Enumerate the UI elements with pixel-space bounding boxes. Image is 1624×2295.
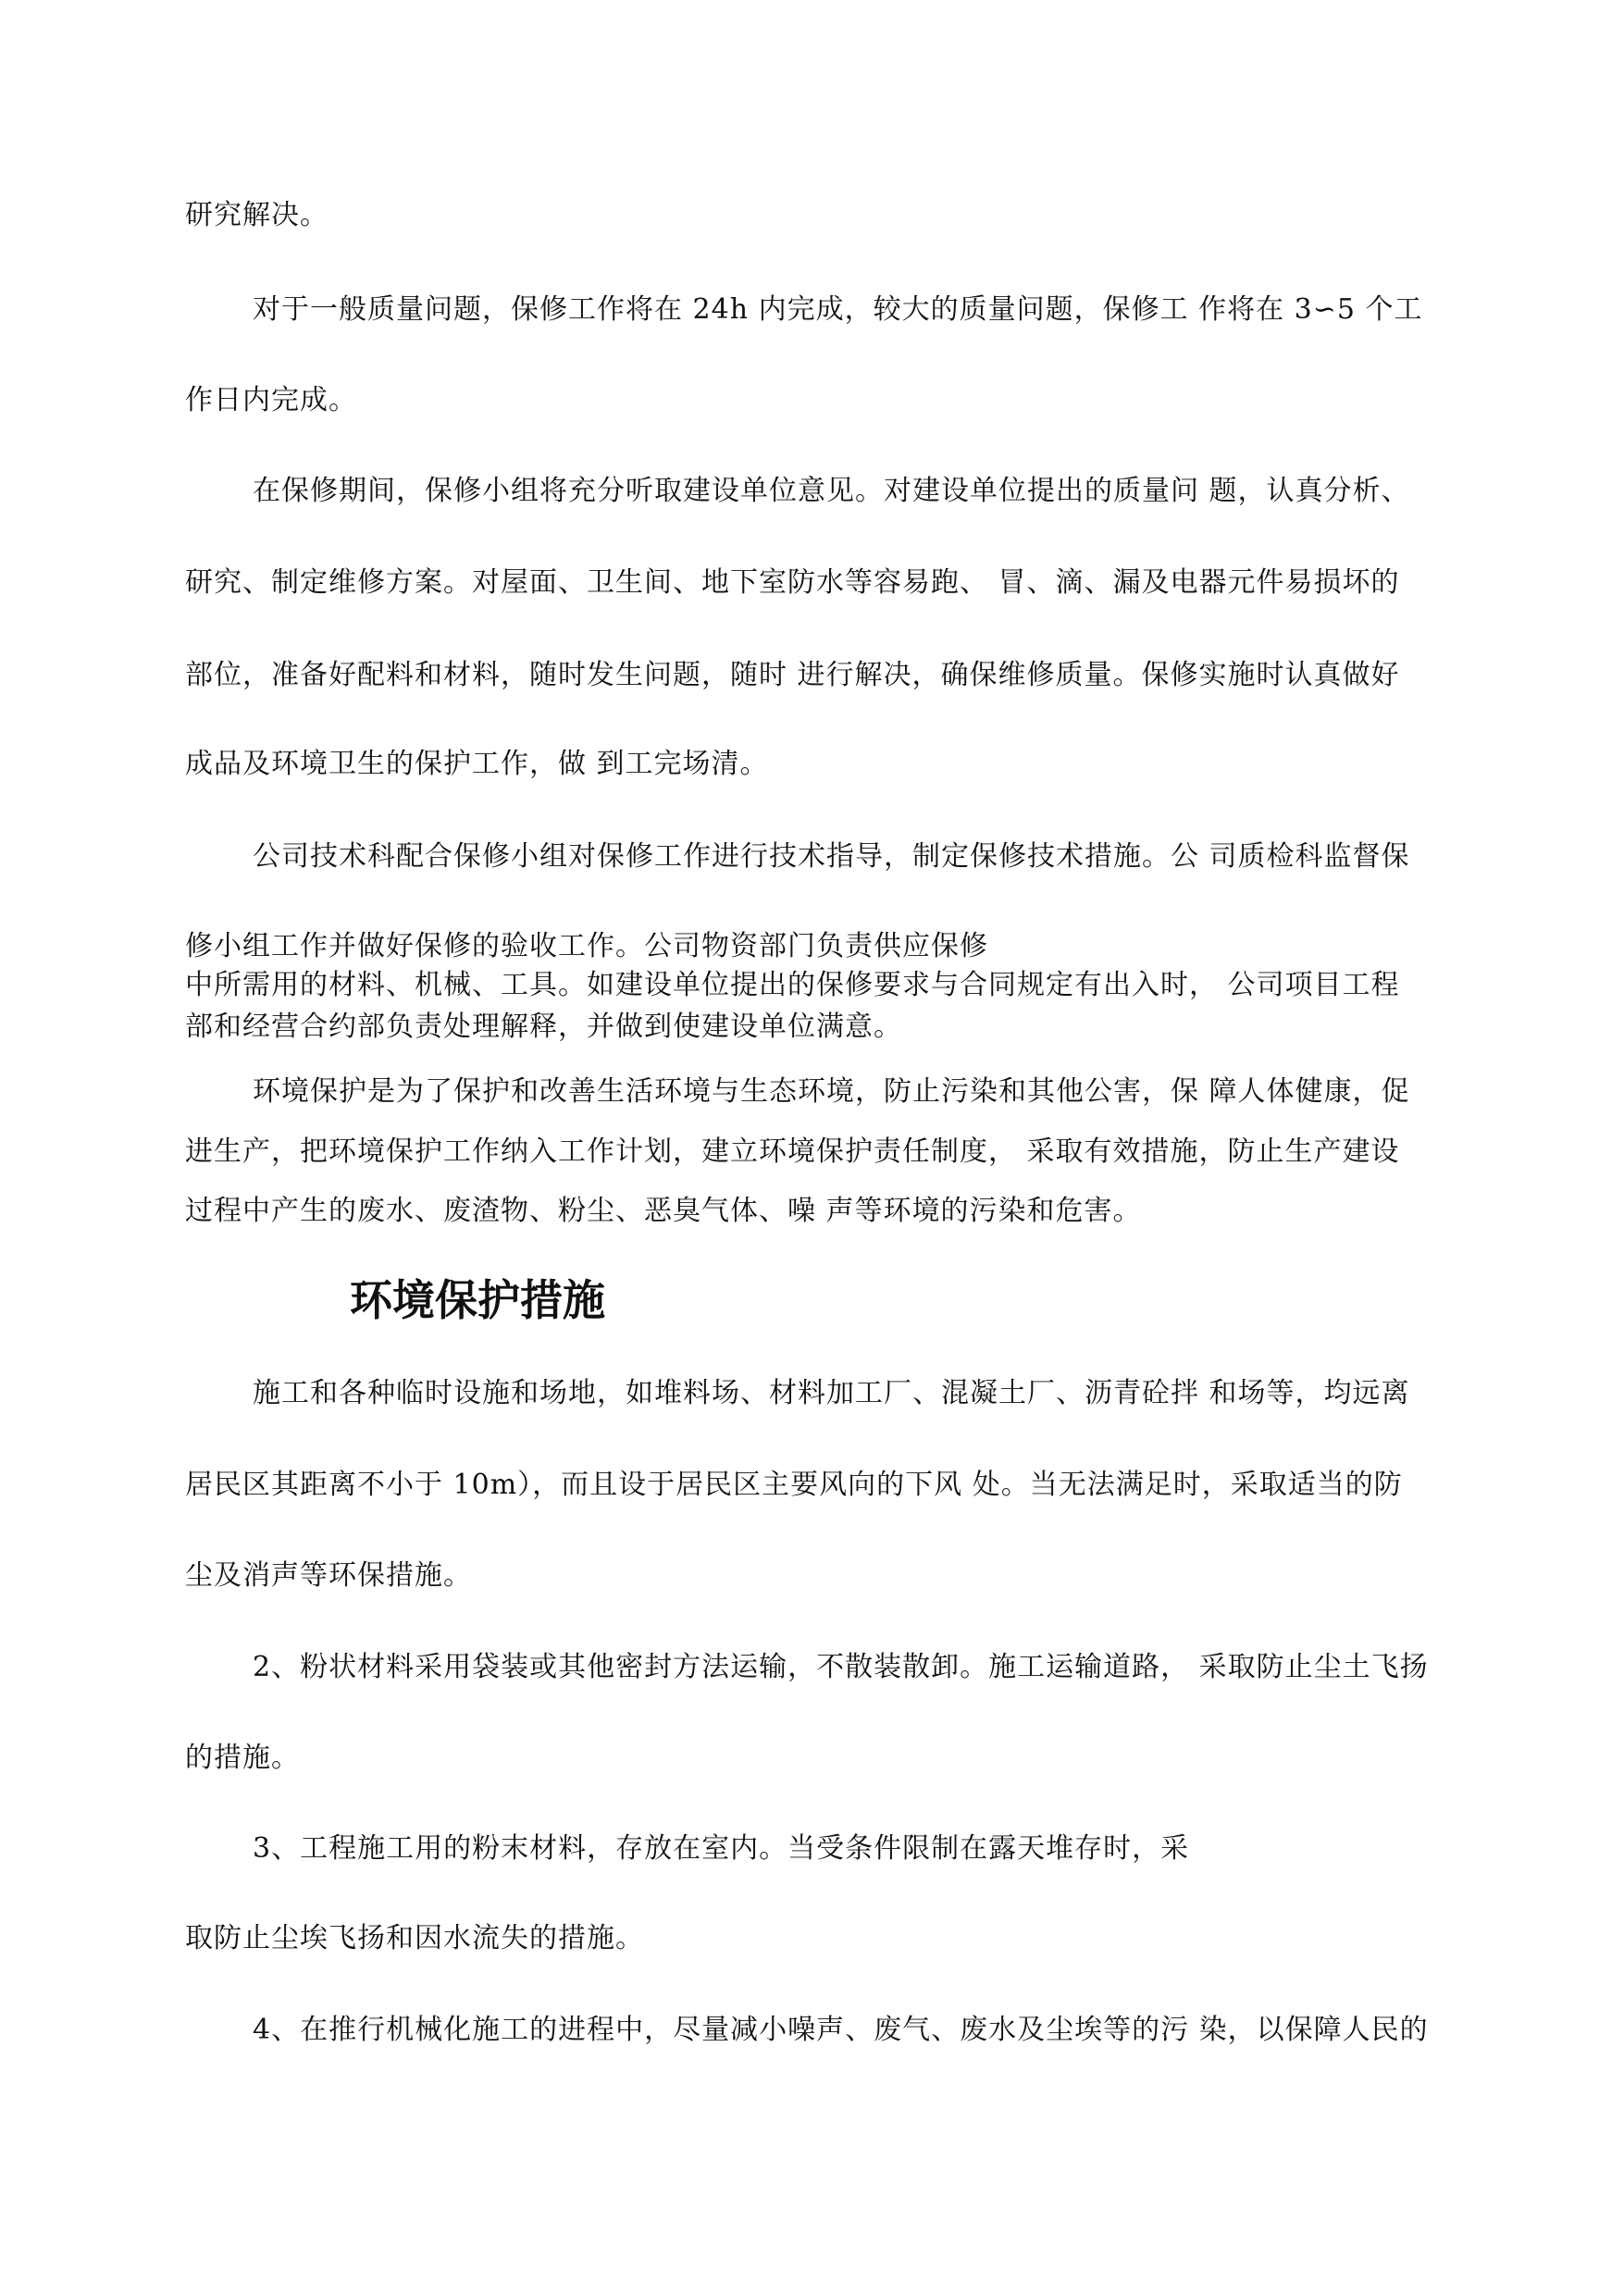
text-line-7: 成品及环境卫生的保护工作，做 到工完场清。 xyxy=(185,748,769,780)
text-line-9: 修小组工作并做好保修的验收工作。公司物资部门负责供应保修 xyxy=(185,930,988,962)
text-line-12: 环境保护是为了保护和改善生活环境与生态环境，防止污染和其他公害，保 障人体健康，促 xyxy=(253,1075,1410,1108)
text-line-19: 的措施。 xyxy=(185,1742,300,1774)
text-line-2: 对于一般质量问题，保修工作将在 24h 内完成，较大的质量问题，保修工 作将在 3∽5 个工 xyxy=(253,293,1423,326)
text-line-15: 施工和各种临时设施和场地，如堆料场、材料加工厂、混凝土厂、沥青砼拌 和场等，均远离 xyxy=(253,1377,1410,1409)
text-line-10: 中所需用的材料、机械、工具。如建设单位提出的保修要求与合同规定有出入时， 公司项目工程 xyxy=(185,969,1400,1001)
section-heading: 环境保护措施 xyxy=(350,1275,605,1325)
text-line-13: 进生产，把环境保护工作纳入工作计划，建立环境保护责任制度， 采取有效措施，防止生产建设 xyxy=(185,1135,1400,1168)
text-line-4: 在保修期间，保修小组将充分听取建设单位意见。对建设单位提出的质量问 题，认真分析、 xyxy=(253,475,1410,507)
text-line-5: 研究、制定维修方案。对屋面、卫生间、地下室防水等容易跑、 冒、滴、漏及电器元件易损坏的 xyxy=(185,566,1400,599)
text-line-16: 居民区其距离不小于 10m），而且设于居民区主要风向的下风 处。当无法满足时，采取适当的防 xyxy=(185,1469,1403,1501)
text-line-14: 过程中产生的废水、废渣物、粉尘、恶臭气体、噪 声等环境的污染和危害。 xyxy=(185,1195,1142,1227)
text-line-22: 4、在推行机械化施工的进程中，尽量减小噪声、废气、废水及尘埃等的污 染，以保障人民的 xyxy=(253,2014,1429,2046)
text-line-6: 部位，准备好配料和材料，随时发生问题，随时 进行解决，确保维修质量。保修实施时认真做好 xyxy=(185,659,1400,691)
text-line-3: 作日内完成。 xyxy=(185,384,357,416)
text-line-1: 研究解决。 xyxy=(185,199,329,231)
text-line-18: 2、粉状材料采用袋装或其他密封方法运输，不散装散卸。施工运输道路， 采取防止尘土飞扬 xyxy=(253,1651,1429,1683)
text-line-8: 公司技术科配合保修小组对保修工作进行技术指导，制定保修技术措施。公 司质检科监督保 xyxy=(253,840,1410,873)
text-line-21: 取防止尘埃飞扬和因水流失的措施。 xyxy=(185,1922,644,1954)
text-line-17: 尘及消声等环保措施。 xyxy=(185,1559,472,1592)
text-line-11: 部和经营合约部负责处理解释，并做到使建设单位满意。 xyxy=(185,1011,902,1043)
text-line-20: 3、工程施工用的粉末材料，存放在室内。当受条件限制在露天堆存时，采 xyxy=(253,1832,1190,1865)
